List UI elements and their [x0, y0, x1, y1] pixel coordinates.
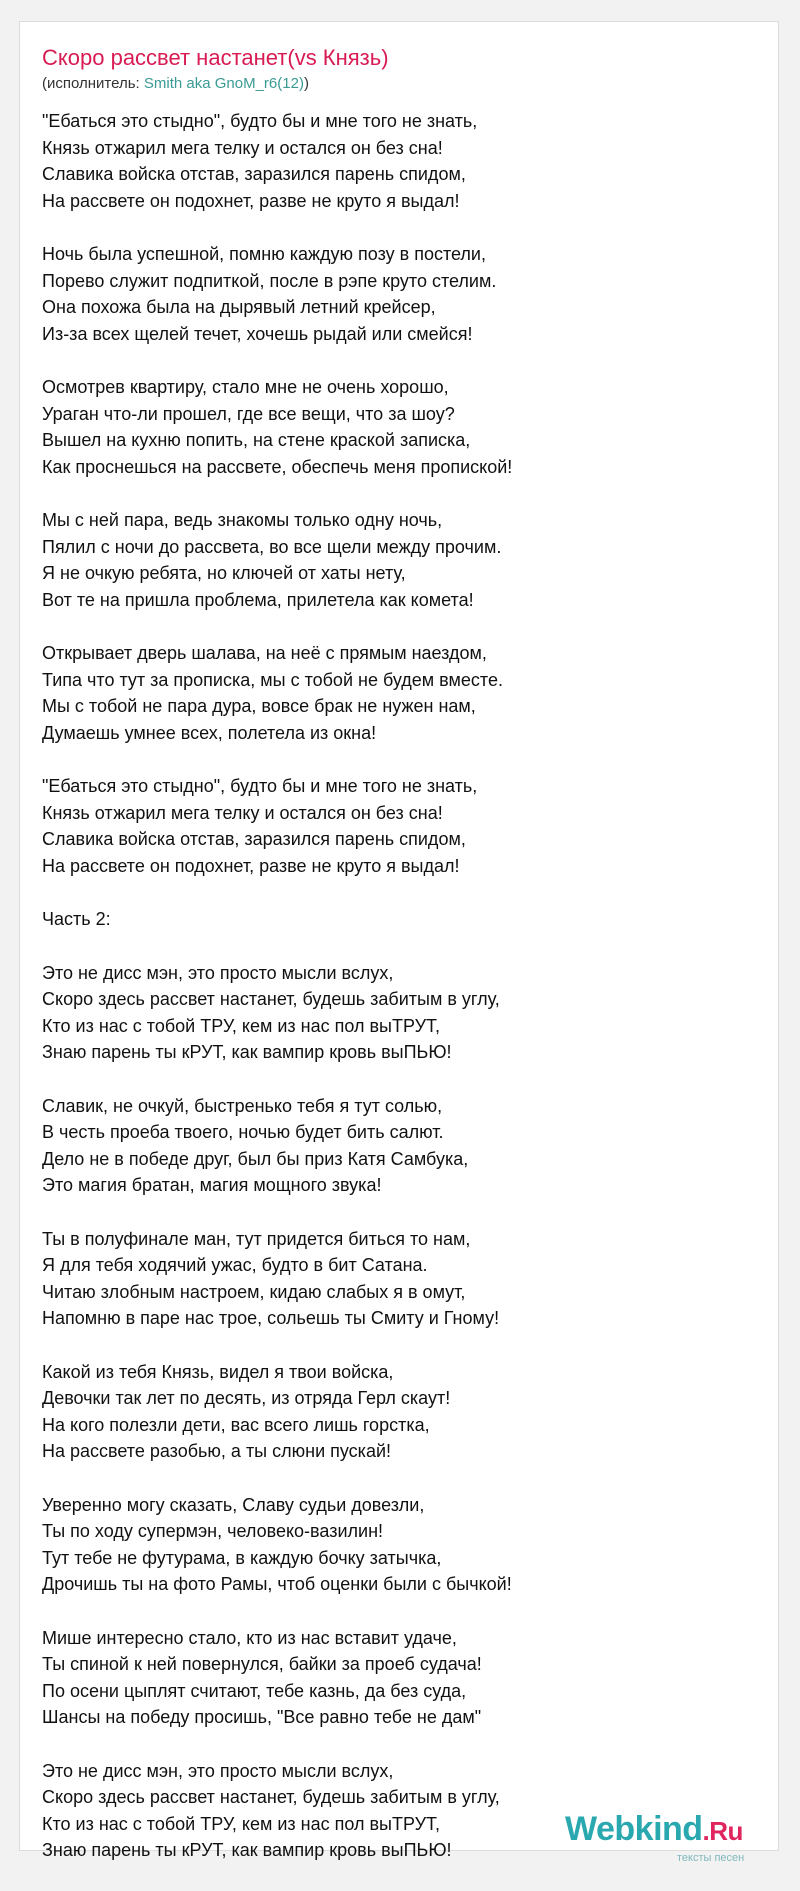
lyrics-line: Дело не в победе друг, был бы приз Катя Самбука,	[42, 1148, 469, 1169]
lyrics-stanza	[42, 507, 762, 613]
artist-byline	[42, 75, 309, 92]
lyrics-line: На рассвете он подохнет, разве не круто я выдал!	[42, 855, 460, 876]
logo-tagline: тексты песен	[677, 1852, 745, 1864]
lyrics-line: На кого полезли дети, вас всего лишь горстка,	[42, 1414, 430, 1435]
lyrics-line: Это магия братан, магия мощного звука!	[42, 1175, 382, 1195]
logo-name: Webkind	[565, 1810, 703, 1848]
lyrics-line: На рассвете он подохнет, разве не круто я выдал!	[42, 190, 460, 211]
lyrics-stanza	[42, 640, 762, 746]
lyrics-stanza	[42, 374, 762, 480]
lyrics-line: Часть 2:	[42, 909, 111, 929]
lyrics-line: Славика войска отстав, заразился парень спидом,	[42, 829, 466, 849]
lyrics-line: Знаю парень ты кРУТ, как вампир кровь выПЬЮ!	[42, 1042, 452, 1062]
lyrics-stanza	[42, 1226, 762, 1332]
lyrics-line: Шансы на победу просишь, "Все равно тебе не дам"	[42, 1707, 482, 1727]
lyrics-line: Типа что тут за прописка, мы с тобой не будем вместе.	[42, 669, 503, 690]
lyrics-line: "Ебаться это стыдно", будто бы и мне того не знать,	[42, 111, 478, 131]
lyrics-line: Вот те на пришла проблема, прилетела как комета!	[42, 589, 474, 610]
lyrics-stanza	[42, 241, 762, 347]
lyrics-line: Ночь была успешной, помню каждую позу в постели,	[42, 244, 486, 264]
lyrics-line: Ты спиной к ней повернулся, байки за проеб судача!	[42, 1654, 482, 1674]
byline-prefix: (исполнитель:	[42, 75, 144, 92]
lyrics-line: Кто из нас с тобой ТРУ, кем из нас пол выТРУТ,	[42, 1813, 441, 1834]
lyrics-line: На рассвете разобью, а ты слюни пускай!	[42, 1441, 392, 1461]
lyrics-line: Порево служит подпиткой, после в рэпе круто стелим.	[42, 270, 497, 291]
lyrics-stanza	[42, 1093, 762, 1199]
song-title: Скоро рассвет настанет(vs Князь)	[42, 45, 389, 70]
lyrics-line: Пялил с ночи до рассвета, во все щели между прочим.	[42, 536, 502, 557]
lyrics-line: Вышел на кухню попить, на стене краской записка,	[42, 430, 471, 450]
lyrics-line: Это не дисс мэн, это просто мысли вслух,	[42, 962, 394, 983]
lyrics-line: Она похожа была на дырявый летний крейсер,	[42, 297, 436, 317]
lyrics-body	[42, 108, 762, 1891]
logo-tld: .Ru	[702, 1816, 743, 1846]
lyrics-line: Князь отжарил мега телку и остался он без сна!	[42, 137, 443, 158]
lyrics-line: Я не очкую ребята, но ключей от хаты нету,	[42, 563, 406, 583]
lyrics-line: Князь отжарил мега телку и остался он без сна!	[42, 802, 443, 823]
lyrics-line: В честь проеба твоего, ночью будет бить салют.	[42, 1122, 444, 1142]
lyrics-line: Напомню в паре нас трое, сольешь ты Смиту и Гному!	[42, 1308, 500, 1328]
lyrics-stanza	[42, 1359, 762, 1465]
lyrics-line: Из-за всех щелей течет, хочешь рыдай или смейся!	[42, 323, 473, 344]
lyrics-line: Славик, не очкуй, быстренько тебя я тут солью,	[42, 1095, 443, 1116]
lyrics-stanza	[42, 960, 762, 1066]
lyrics-line: Знаю парень ты кРУТ, как вампир кровь выПЬЮ!	[42, 1840, 452, 1860]
lyrics-line: Славика войска отстав, заразился парень спидом,	[42, 164, 466, 184]
lyrics-line: Тут тебе не футурама, в каждую бочку затычка,	[42, 1547, 442, 1568]
lyrics-line: Девочки так лет по десять, из отряда Герл скаут!	[42, 1388, 451, 1408]
lyrics-line: "Ебаться это стыдно", будто бы и мне того не знать,	[42, 776, 478, 796]
lyrics-line: Кто из нас с тобой ТРУ, кем из нас пол выТРУТ,	[42, 1015, 441, 1036]
lyrics-line: Открывает дверь шалава, на неё с прямым наездом,	[42, 643, 487, 663]
lyrics-line: Уверенно могу сказать, Славу судьи довезли,	[42, 1494, 425, 1515]
lyrics-line: Скоро здесь рассвет настанет, будешь забитым в углу,	[42, 1787, 500, 1807]
lyrics-line: Какой из тебя Князь, видел я твои войска,	[42, 1361, 394, 1382]
lyrics-stanza	[42, 773, 762, 879]
lyrics-line: Ураган что-ли прошел, где все вещи, что за шоу?	[42, 403, 455, 424]
lyrics-line: Осмотрев квартиру, стало мне не очень хорошо,	[42, 377, 449, 397]
lyrics-line: Дрочишь ты на фото Рамы, чтоб оценки были с бычкой!	[42, 1574, 512, 1594]
lyrics-line: Как проснешься на рассвете, обеспечь меня пропиской!	[42, 456, 513, 477]
lyrics-line: Мы с тобой не пара дура, вовсе брак не нужен нам,	[42, 696, 476, 716]
lyrics-line: Мы с ней пара, ведь знакомы только одну ночь,	[42, 510, 443, 530]
lyrics-line: Это не дисс мэн, это просто мысли вслух,	[42, 1760, 394, 1781]
lyrics-stanza	[42, 1492, 762, 1598]
lyrics-line: Читаю злобным настроем, кидаю слабых я в омут,	[42, 1281, 466, 1302]
lyrics-line: Ты в полуфинале ман, тут придется биться то нам,	[42, 1228, 471, 1249]
webkind-logo[interactable]	[565, 1810, 795, 1870]
byline-suffix: )	[303, 75, 309, 92]
lyrics-stanza	[42, 1625, 762, 1731]
artist-link[interactable]: Smith aka GnoM_r6(12)	[143, 75, 304, 92]
lyrics-line: Думаешь умнее всех, полетела из окна!	[42, 722, 377, 743]
lyrics-line: По осени цыплят считают, тебе казнь, да без суда,	[42, 1680, 467, 1701]
lyrics-line: Ты по ходу супермэн, человеко-вазилин!	[42, 1521, 384, 1541]
lyrics-line: Скоро здесь рассвет настанет, будешь забитым в углу,	[42, 989, 500, 1009]
lyrics-line: Я для тебя ходячий ужас, будто в бит Сатана.	[42, 1255, 428, 1275]
lyrics-stanza	[42, 108, 762, 214]
lyrics-stanza	[42, 906, 762, 933]
lyrics-line: Мише интересно стало, кто из нас вставит удаче,	[42, 1627, 457, 1648]
logo-wordmark	[565, 1810, 743, 1849]
